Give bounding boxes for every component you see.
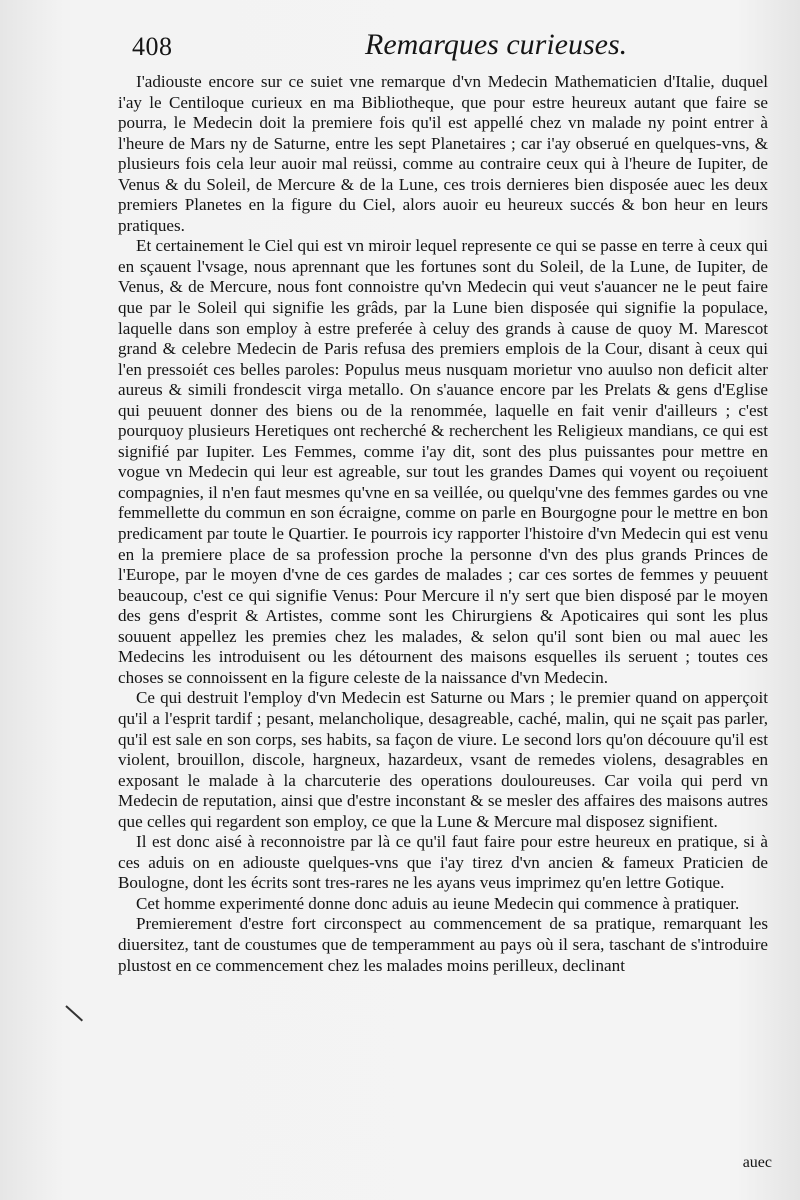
body-text: [118, 72, 768, 976]
paragraph-1: I'adiouste encore sur ce suiet vne remarque d'vn Medecin Mathematicien d'Italie, duquel i'ay le Centiloque curieux en ma Bibliotheque, que pour estre heureux autant que faire se pourra, le Medecin doit la premiere fois qu'il est appellé chez vn malade ny point entrer à l'heure de Mars ny de Saturne, entre les sept Planetaires ; car i'ay obserué en quelques-vns, & plusieurs fois cela leur auoir mal reüssi, comme au contraire ceux qui à l'heure de Iupiter, de Venus & du Soleil, de Mercure & de la Lune, ces trois dernieres bien disposée auec les deux premiers Planetes en la figure du Ciel, alors auoir eu heureux succés & bon heur en leurs pratiques.: [118, 72, 768, 235]
catchword: auec: [742, 1154, 772, 1171]
margin-mark: [65, 1005, 83, 1021]
page-number: 408: [132, 32, 173, 61]
paragraph-5: Cet homme experimenté donne donc aduis au ieune Medecin qui commence à pratiquer.: [136, 893, 740, 913]
paragraph-6: Premierement d'estre fort circonspect au commencement de sa pratique, remarquant les diuersitez, tant de coustumes que de temperamment au pays où il sera, taschant de s'introduire plustost en ce commencement chez les malades moins perilleux, declinant: [118, 914, 768, 975]
running-title: Remarques curieuses.: [365, 28, 628, 61]
paragraph-4: Il est donc aisé à reconnoistre par là ce qu'il faut faire pour estre heureux en pratique, si à ces aduis on en adiouste quelques-vns que i'ay tirez d'vn ancien & fameux Praticien de Boulogne, dont les écrits sont tres-rares ne les ayans veus imprimez qu'en lettre Gotique.: [118, 832, 768, 893]
page-header: [120, 26, 780, 70]
paragraph-3: Ce qui destruit l'employ d'vn Medecin est Saturne ou Mars ; le premier quand on apperçoit qu'il a l'esprit tardif ; pesant, melancholique, desagreable, caché, malin, qui ne sçait pas parler, qu'il est sale en son corps, ses habits, sa façon de viure. Le second lors qu'on découure qu'il est violent, brouillon, discole, hargneux, hazardeux, vsant de remedes violens, desagrables en exposant le malade à la charcuterie des operations douloureuses. Car voila qui perd vn Medecin de reputation, ainsi que d'estre inconstant & se mesler des affaires des maisons autres que celles qui regardent son employ, ce que la Lune & Mercure mal disposez signifient.: [118, 688, 768, 831]
paragraph-2: Et certainement le Ciel qui est vn miroir lequel represente ce qui se passe en terre à ceux qui en sçauent l'vsage, nous aprennant que les fortunes sont du Soleil, de la Lune, de Iupiter, de Venus, & de Mercure, nous font connoistre qu'vn Medecin qui veut s'auancer ne le peut faire que par le Soleil qui signifie les grâds, par la Lune bien disposée qui signifie la populace, laquelle dans son employ à estre preferée à celuy des grands à cause de quoy M. Marescot grand & celebre Medecin de Paris refusa des premiers emplois de la Cour, disant à ceux qui l'en pressoiét ces belles paroles: Populus meus nusquam morietur vno auulso non deficit alter aureus & simili frondescit virga metallo. On s'auance encore par les Prelats & gens d'Eglise qui peuuent donner des biens ou de la renommée, laquelle en fait venir d'ailleurs ; c'est pourquoy plusieurs Heretiques ont recherché & recherchent les Religieux mandians, ce qui est signifié par Iupiter. Les Femmes, comme i'ay dit, sont des plus puissantes pour mettre en vogue vn Medecin qui leur est agreable, sur tout les grandes Dames qui voyent ou reçoiuent compagnies, il n'en faut mesmes qu'vne en sa veillée, ou quelqu'vne des femmes gardes ou vne femmellette du commun en son écraigne, comme on parle en Bourgogne pour le mettre en bon predicament par toute le Quartier. Ie pourrois icy rapporter l'histoire d'vn Medecin qui est venu en la premiere place de sa profession proche la personne d'vn des plus grands Princes de l'Europe, par le moyen d'vne de ces gardes de malades ; car ces sortes de femmes y peuuent beaucoup, c'est ce qui signifie Venus: Pour Mercure il n'y sert que bien disposé par le moyen des gens d'esprit & Artistes, comme sont les Chirurgiens & Apoticaires qui sont les plus souuent appellez les premies chez les malades, & selon qu'il sont bien ou mal auec les Medecins les introduisent ou les détournent des maisons esquelles ils seruent ; toutes ces choses se connoissent en la figure celeste de la naissance d'vn Medecin.: [118, 236, 768, 687]
